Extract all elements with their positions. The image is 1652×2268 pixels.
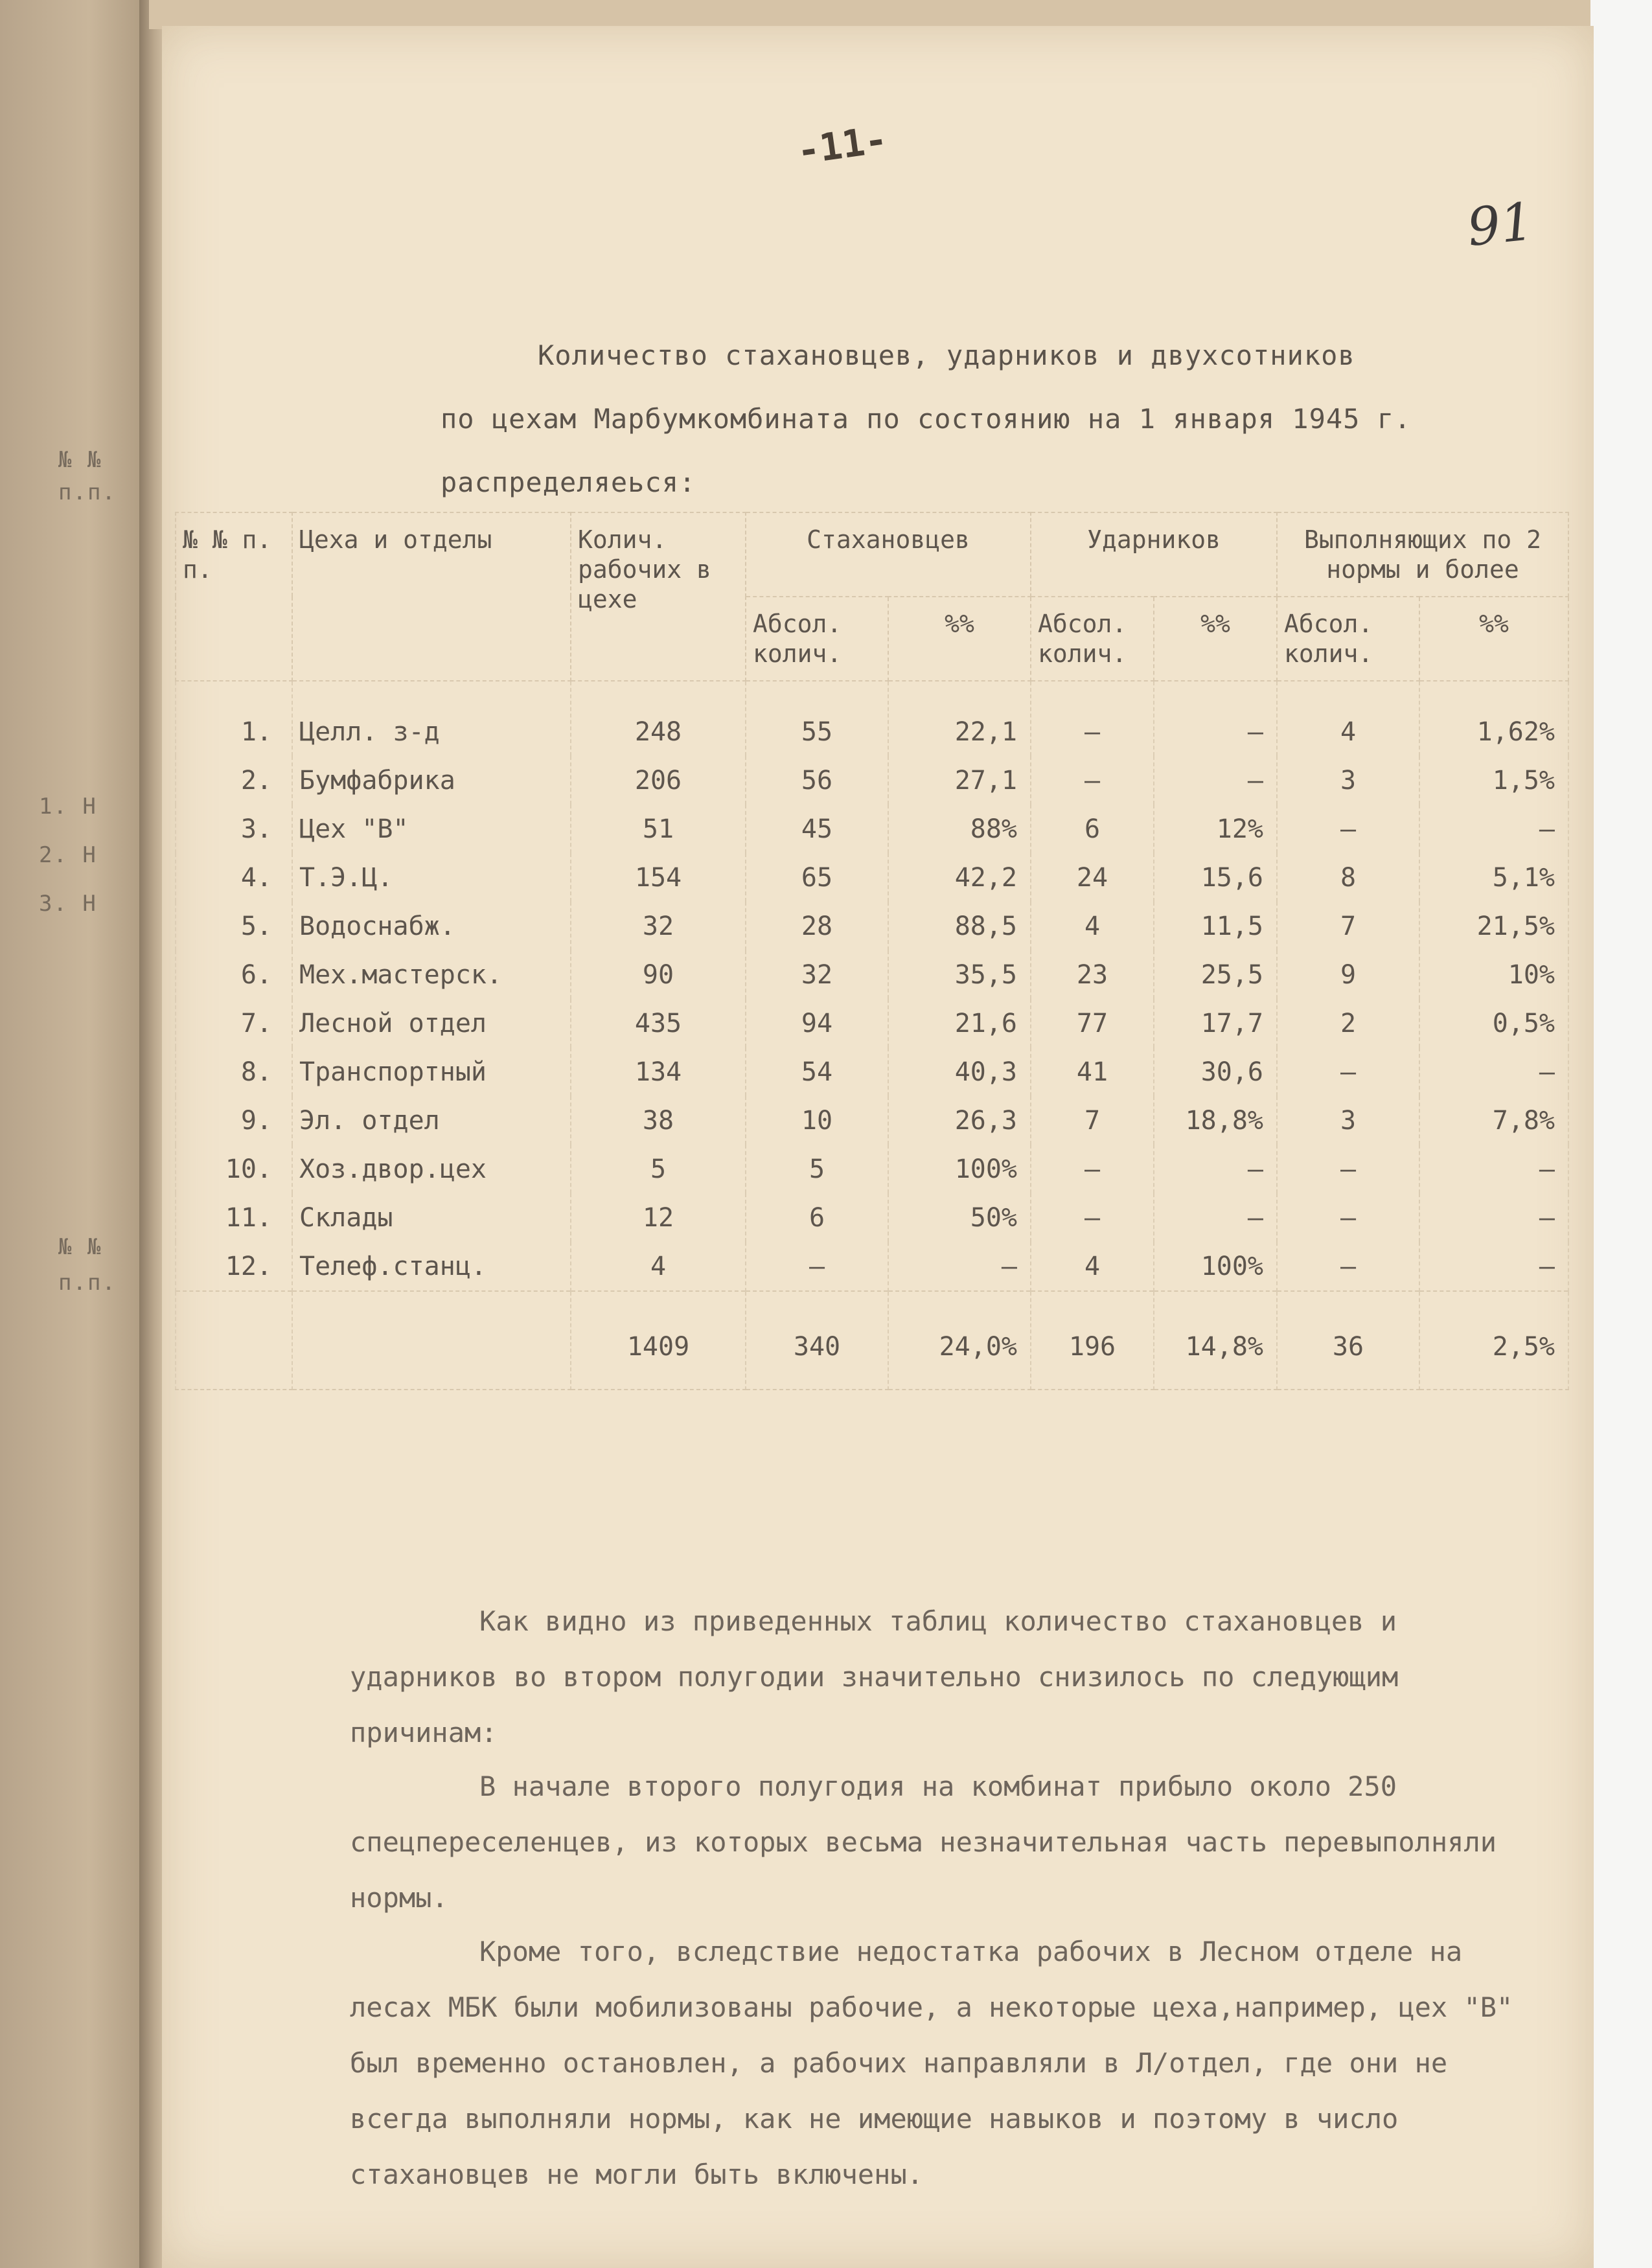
empty-cell (292, 1291, 571, 1390)
heading-line: по цехам Марбумкомбината по состоянию на 1 января 1945 г. (441, 403, 1412, 435)
udarniki-pct: 25,5 (1154, 950, 1277, 999)
paragraph-text: Как видно из приведенных таблиц количество стахановцев и ударников во втором полугодии значительно снизилось по следующим причинам: (350, 1605, 1399, 1748)
double-norm-pct: 1,5% (1419, 756, 1568, 805)
row-number: 7. (176, 999, 292, 1048)
department-name: Бумфабрика (292, 756, 571, 805)
table-row (176, 1145, 1568, 1193)
table-row (176, 1048, 1568, 1096)
stakhanovites-abs: 32 (746, 950, 888, 999)
workers-count: 206 (571, 756, 746, 805)
department-name: Лесной отдел (292, 999, 571, 1048)
row-number: 4. (176, 853, 292, 902)
table-row (176, 681, 1568, 756)
workers-count: 4 (571, 1242, 746, 1291)
header-stakhanovites: Стахановцев (746, 512, 1031, 597)
double-norm-pct: 0,5% (1419, 999, 1568, 1048)
header-pct: %% (888, 597, 1031, 681)
double-norm-abs: – (1277, 1193, 1419, 1242)
double-norm-abs: – (1277, 1145, 1419, 1193)
workers-count: 38 (571, 1096, 746, 1145)
department-name: Склады (292, 1193, 571, 1242)
total-workers: 1409 (571, 1291, 746, 1390)
stakhanovites-abs: 5 (746, 1145, 888, 1193)
double-norm-pct: 10% (1419, 950, 1568, 999)
department-name: Цех "В" (292, 805, 571, 853)
archive-folio-number: 91 (1464, 190, 1537, 258)
total-double-norm-abs: 36 (1277, 1291, 1419, 1390)
double-norm-abs: 3 (1277, 756, 1419, 805)
header-abs: Абсол. колич. (1031, 597, 1154, 681)
stakhanovites-pct: – (888, 1242, 1031, 1291)
udarniki-abs: – (1031, 681, 1154, 756)
total-stakhanovites-pct: 24,0% (888, 1291, 1031, 1390)
double-norm-pct: – (1419, 1048, 1568, 1096)
workers-statistics-table (175, 512, 1569, 1390)
double-norm-abs: 4 (1277, 681, 1419, 756)
udarniki-pct: 11,5 (1154, 902, 1277, 950)
stakhanovites-abs: 56 (746, 756, 888, 805)
double-norm-pct: 7,8% (1419, 1096, 1568, 1145)
udarniki-abs: – (1031, 756, 1154, 805)
header-abs: Абсол. колич. (746, 597, 888, 681)
row-number: 1. (176, 681, 292, 756)
double-norm-pct: – (1419, 1193, 1568, 1242)
department-name: Эл. отдел (292, 1096, 571, 1145)
stakhanovites-abs: 65 (746, 853, 888, 902)
row-number: 9. (176, 1096, 292, 1145)
udarniki-abs: 4 (1031, 902, 1154, 950)
table-row (176, 950, 1568, 999)
stakhanovites-abs: 94 (746, 999, 888, 1048)
double-norm-abs: 8 (1277, 853, 1419, 902)
stakhanovites-pct: 21,6 (888, 999, 1031, 1048)
left-page-fragment: 3. Н (39, 891, 97, 917)
udarniki-abs: 41 (1031, 1048, 1154, 1096)
stakhanovites-pct: 26,3 (888, 1096, 1031, 1145)
table-row (176, 805, 1568, 853)
paragraph (350, 1759, 1535, 1926)
row-number: 8. (176, 1048, 292, 1096)
table-row (176, 853, 1568, 902)
header-department: Цеха и отделы (292, 512, 571, 681)
stakhanovites-abs: – (746, 1242, 888, 1291)
header-udarniki: Ударников (1031, 512, 1277, 597)
left-page-fragment: п.п. (58, 1270, 117, 1296)
udarniki-abs: 6 (1031, 805, 1154, 853)
stakhanovites-pct: 35,5 (888, 950, 1031, 999)
double-norm-abs: 2 (1277, 999, 1419, 1048)
workers-count: 5 (571, 1145, 746, 1193)
workers-count: 12 (571, 1193, 746, 1242)
udarniki-pct: 18,8% (1154, 1096, 1277, 1145)
heading-line: распределяеься: (441, 466, 696, 498)
stakhanovites-pct: 22,1 (888, 681, 1031, 756)
header-number: № № п. п. (176, 512, 292, 681)
left-page-fragment: п.п. (58, 479, 117, 505)
stakhanovites-abs: 45 (746, 805, 888, 853)
workers-count: 134 (571, 1048, 746, 1096)
department-name: Т.Э.Ц. (292, 853, 571, 902)
double-norm-pct: 5,1% (1419, 853, 1568, 902)
double-norm-pct: 21,5% (1419, 902, 1568, 950)
page-top-edge (149, 0, 1594, 29)
stakhanovites-pct: 88% (888, 805, 1031, 853)
udarniki-abs: 77 (1031, 999, 1154, 1048)
row-number: 2. (176, 756, 292, 805)
header-pct: %% (1419, 597, 1568, 681)
stakhanovites-pct: 40,3 (888, 1048, 1031, 1096)
stakhanovites-pct: 100% (888, 1145, 1031, 1193)
udarniki-pct: 30,6 (1154, 1048, 1277, 1096)
double-norm-pct: – (1419, 805, 1568, 853)
double-norm-abs: – (1277, 1048, 1419, 1096)
left-page-fragment: № № (58, 447, 102, 473)
total-stakhanovites-abs: 340 (746, 1291, 888, 1390)
udarniki-pct: – (1154, 1145, 1277, 1193)
department-name: Водоснабж. (292, 902, 571, 950)
empty-cell (176, 1291, 292, 1390)
table-row (176, 902, 1568, 950)
paragraph (350, 1924, 1535, 2203)
udarniki-pct: 100% (1154, 1242, 1277, 1291)
udarniki-abs: 7 (1031, 1096, 1154, 1145)
row-number: 12. (176, 1242, 292, 1291)
total-udarniki-pct: 14,8% (1154, 1291, 1277, 1390)
department-name: Транспортный (292, 1048, 571, 1096)
workers-count: 90 (571, 950, 746, 999)
double-norm-abs: – (1277, 1242, 1419, 1291)
header-workers-count: Колич. рабочих в цехе (571, 512, 746, 681)
department-name: Целл. з-д (292, 681, 571, 756)
table-row (176, 999, 1568, 1048)
double-norm-abs: 3 (1277, 1096, 1419, 1145)
row-number: 11. (176, 1193, 292, 1242)
stakhanovites-pct: 42,2 (888, 853, 1031, 902)
row-number: 3. (176, 805, 292, 853)
left-page-fragment: 2. Н (39, 842, 97, 868)
total-udarniki-abs: 196 (1031, 1291, 1154, 1390)
stakhanovites-abs: 54 (746, 1048, 888, 1096)
stakhanovites-abs: 10 (746, 1096, 888, 1145)
heading-line: Количество стахановцев, ударников и двухсотников (538, 339, 1355, 371)
stakhanovites-pct: 27,1 (888, 756, 1031, 805)
paragraph-text: В начале второго полугодия на комбинат прибыло около 250 спецпереселенцев, из которых весьма незначительная часть перевыполняли нормы. (350, 1770, 1497, 1914)
workers-count: 248 (571, 681, 746, 756)
udarniki-pct: – (1154, 1193, 1277, 1242)
udarniki-pct: – (1154, 681, 1277, 756)
right-margin-strip (1590, 0, 1652, 2268)
header-double-norm: Выполняющих по 2 нормы и более (1277, 512, 1568, 597)
udarniki-pct: 15,6 (1154, 853, 1277, 902)
table-row (176, 1193, 1568, 1242)
double-norm-abs: – (1277, 805, 1419, 853)
udarniki-abs: – (1031, 1193, 1154, 1242)
udarniki-pct: – (1154, 756, 1277, 805)
row-number: 10. (176, 1145, 292, 1193)
double-norm-pct: – (1419, 1145, 1568, 1193)
udarniki-abs: 4 (1031, 1242, 1154, 1291)
header-abs: Абсол. колич. (1277, 597, 1419, 681)
header-pct: %% (1154, 597, 1277, 681)
paragraph-text: Кроме того, вследствие недостатка рабочих в Лесном отделе на лесах МБК были мобилизованы рабочие, а некоторые цеха,например, цех "В" был временно остановлен, а рабочих направляли в Л/отдел, где они не всегда выполняли нормы, как не имеющие навыков и поэтому в число стахановцев не могли быть включены. (350, 1936, 1513, 2190)
department-name: Телеф.станц. (292, 1242, 571, 1291)
udarniki-abs: 24 (1031, 853, 1154, 902)
table-total-row (176, 1291, 1568, 1390)
left-page-fragment: № № (58, 1234, 102, 1260)
double-norm-abs: 7 (1277, 902, 1419, 950)
stakhanovites-pct: 88,5 (888, 902, 1031, 950)
double-norm-pct: 1,62% (1419, 681, 1568, 756)
workers-count: 32 (571, 902, 746, 950)
double-norm-abs: 9 (1277, 950, 1419, 999)
stakhanovites-pct: 50% (888, 1193, 1031, 1242)
department-name: Мех.мастерск. (292, 950, 571, 999)
department-name: Хоз.двор.цех (292, 1145, 571, 1193)
workers-count: 154 (571, 853, 746, 902)
total-double-norm-pct: 2,5% (1419, 1291, 1568, 1390)
stakhanovites-abs: 6 (746, 1193, 888, 1242)
table-row (176, 1096, 1568, 1145)
row-number: 6. (176, 950, 292, 999)
workers-count: 435 (571, 999, 746, 1048)
adjacent-left-page (0, 0, 162, 2268)
document-heading (441, 324, 1555, 514)
left-page-fragment: 1. Н (39, 794, 97, 819)
stakhanovites-abs: 28 (746, 902, 888, 950)
udarniki-pct: 17,7 (1154, 999, 1277, 1048)
table-row (176, 756, 1568, 805)
workers-count: 51 (571, 805, 746, 853)
udarniki-pct: 12% (1154, 805, 1277, 853)
row-number: 5. (176, 902, 292, 950)
stakhanovites-abs: 55 (746, 681, 888, 756)
table-row (176, 1242, 1568, 1291)
double-norm-pct: – (1419, 1242, 1568, 1291)
paragraph (350, 1594, 1535, 1761)
udarniki-abs: – (1031, 1145, 1154, 1193)
udarniki-abs: 23 (1031, 950, 1154, 999)
page-number: -11- (794, 117, 890, 174)
